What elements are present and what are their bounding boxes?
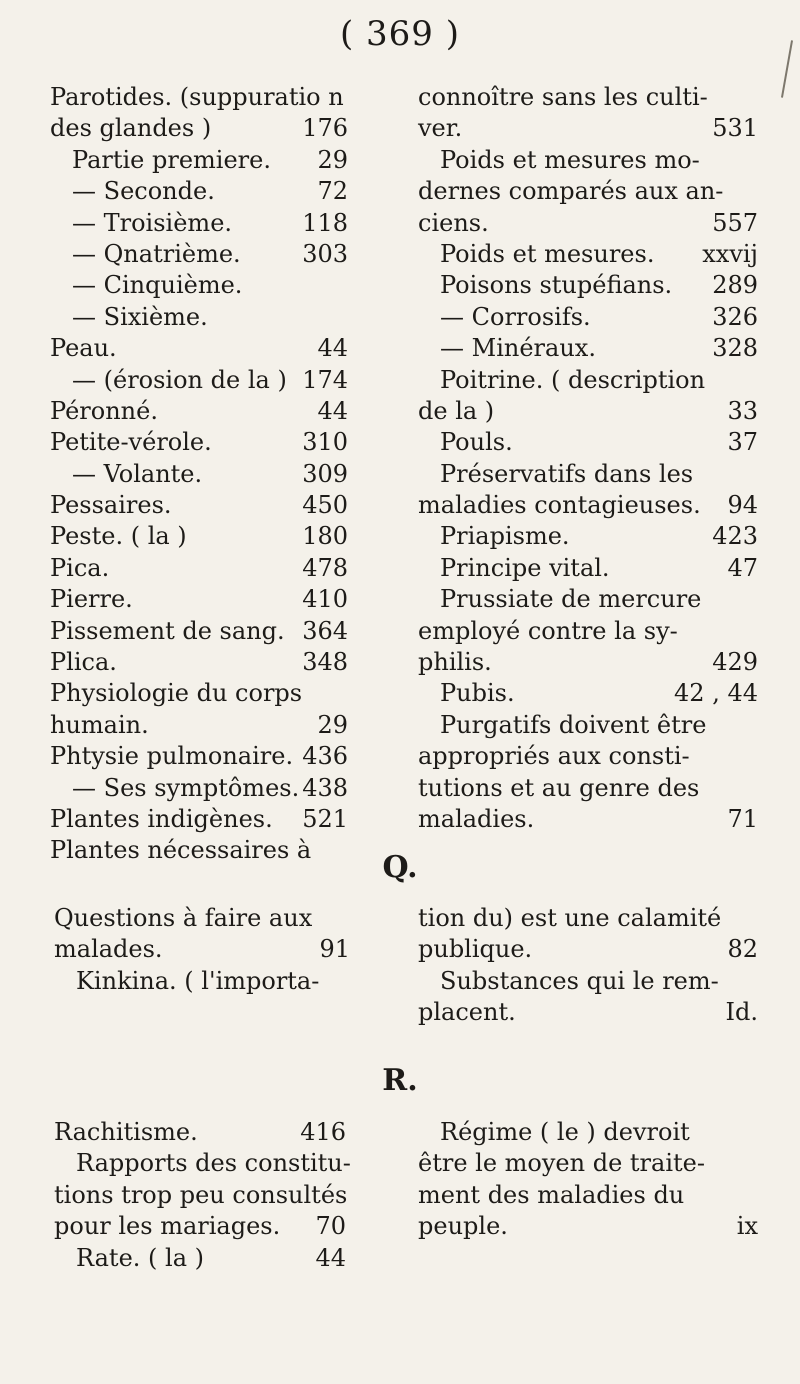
index-entry-page: 174: [302, 365, 348, 394]
index-entry: [418, 584, 758, 615]
index-entry: [50, 521, 348, 552]
index-entry-text: Phtysie pulmonaire.: [50, 742, 294, 771]
index-entry-text: Péronné.: [50, 396, 158, 425]
index-entry-text: — (érosion de la ): [72, 365, 287, 394]
index-entry-page: Id.: [725, 998, 758, 1027]
index-entry: [54, 903, 350, 934]
index-entry-text: placent.: [418, 998, 516, 1027]
index-entry-text: publique.: [418, 935, 533, 964]
index-entry: [418, 1117, 758, 1148]
index-entry-page: 326: [712, 302, 758, 331]
index-entry: [50, 616, 348, 647]
index-entry-text: — Troisième.: [72, 208, 233, 237]
index-entry: [418, 1180, 758, 1211]
index-entry-text: Substances qui le rem-: [440, 966, 719, 995]
index-entry: [418, 773, 758, 804]
index-entry: [418, 208, 758, 239]
index-entry-text: Pissement de sang.: [50, 616, 285, 645]
index-entry-text: Pica.: [50, 553, 110, 582]
index-entry: [50, 365, 348, 396]
index-entry-page: 44: [317, 334, 348, 363]
index-entry-text: — Corrosifs.: [440, 302, 591, 331]
index-entry-text: tion du) est une calamité: [418, 904, 722, 932]
index-entry-text: Purgatifs doivent être: [440, 710, 707, 739]
index-entry-page: 42 , 44: [674, 679, 758, 708]
index-entry: [418, 903, 758, 934]
index-entry-page: xxvij: [702, 239, 758, 268]
index-entry-page: 416: [300, 1118, 346, 1146]
index-entry-text: tions trop peu consultés: [54, 1180, 348, 1209]
index-entry: [50, 176, 348, 207]
index-entry-page: 521: [302, 804, 348, 833]
index-entry: [418, 521, 758, 552]
index-entry-page: 423: [712, 522, 758, 551]
index-entry: [54, 1117, 346, 1148]
index-entry-page: 94: [727, 491, 758, 520]
index-entry-page: 118: [302, 208, 348, 237]
index-entry-text: Pierre.: [50, 585, 133, 614]
index-entry: [50, 459, 348, 490]
index-entry: [50, 270, 348, 301]
index-entry-page: 429: [712, 648, 758, 677]
index-entry-page: 438: [302, 773, 348, 802]
index-entry: [50, 427, 348, 458]
index-entry-text: maladies contagieuses.: [418, 491, 701, 520]
index-entry-text: maladies.: [418, 804, 535, 833]
index-entry-text: Régime ( le ) devroit: [440, 1118, 690, 1146]
index-entry-text: — Ses symptômes.: [72, 773, 300, 802]
index-entry: [50, 113, 348, 144]
index-entry: [50, 553, 348, 584]
index-column-q-right: [418, 903, 758, 1029]
index-entry: [418, 333, 758, 364]
index-entry-text: Préservatifs dans les: [440, 459, 694, 488]
index-entry-page: 557: [712, 208, 758, 237]
index-entry: [418, 553, 758, 584]
index-entry-page: 44: [317, 396, 348, 425]
index-entry: [50, 490, 348, 521]
index-entry-text: Parotides. (suppuratio n: [50, 83, 344, 111]
index-entry: [418, 396, 758, 427]
index-entry: [418, 966, 758, 997]
index-entry-page: 71: [727, 804, 758, 833]
index-entry: [418, 490, 758, 521]
index-entry-text: Physiologie du corps: [50, 679, 303, 708]
index-entry-text: — Sixième.: [72, 302, 208, 331]
index-entry-text: — Qnatrième.: [72, 239, 241, 268]
index-column-p-left: [50, 82, 348, 867]
index-entry-text: des glandes ): [50, 114, 212, 143]
index-entry-text: Peste. ( la ): [50, 522, 187, 551]
index-entry-text: Rachitisme.: [54, 1118, 198, 1146]
index-entry-text: peuple.: [418, 1212, 508, 1241]
index-entry-text: — Cinquième.: [72, 271, 243, 300]
index-entry-text: Rapports des constitu-: [76, 1149, 351, 1178]
index-entry-page: 176: [302, 114, 348, 143]
index-entry-page: ix: [736, 1212, 758, 1241]
index-entry-text: connoître sans les culti-: [418, 83, 708, 111]
index-entry-text: Petite-vérole.: [50, 428, 212, 457]
index-entry-text: ment des maladies du: [418, 1180, 685, 1209]
index-entry: [418, 647, 758, 678]
index-entry-text: Partie premiere.: [72, 145, 271, 174]
index-entry-text: Plantes nécessaires à: [50, 836, 312, 865]
index-entry-page: 37: [727, 428, 758, 457]
index-entry-page: 310: [302, 428, 348, 457]
index-entry-page: 436: [302, 742, 348, 771]
index-entry-text: — Volante.: [72, 459, 203, 488]
index-entry: [50, 82, 348, 113]
index-entry: [50, 710, 348, 741]
index-entry: [50, 208, 348, 239]
index-entry-page: 478: [302, 553, 348, 582]
index-entry: [50, 302, 348, 333]
index-entry: [418, 804, 758, 835]
index-entry-page: 303: [302, 239, 348, 268]
index-entry: [418, 145, 758, 176]
index-entry: [50, 741, 348, 772]
index-entry: [50, 145, 348, 176]
index-entry-text: Principe vital.: [440, 553, 610, 582]
index-entry-text: humain.: [50, 710, 149, 739]
index-entry-page: 82: [727, 935, 758, 964]
index-entry-page: 70: [315, 1212, 346, 1241]
index-entry: [418, 113, 758, 144]
index-entry: [54, 1148, 351, 1179]
index-entry-text: malades.: [54, 935, 163, 964]
index-entry-page: 364: [302, 616, 348, 645]
index-entry-page: 531: [712, 114, 758, 143]
index-entry-page: 328: [712, 334, 758, 363]
index-entry: [418, 616, 758, 647]
index-entry-text: ver.: [418, 114, 463, 143]
index-entry: [50, 773, 348, 804]
index-entry-text: de la ): [418, 396, 495, 425]
section-heading-r: R.: [382, 1063, 418, 1098]
index-entry: [50, 239, 348, 270]
index-entry-text: Poids et mesures.: [440, 239, 655, 268]
index-entry-page: 309: [302, 459, 348, 488]
index-entry-text: philis.: [418, 648, 492, 677]
index-entry: [418, 176, 758, 207]
index-entry: [418, 678, 758, 709]
index-entry-text: Rate. ( la ): [76, 1243, 205, 1272]
index-entry: [54, 1243, 346, 1274]
index-column-r-right: [418, 1117, 758, 1243]
index-entry-text: appropriés aux consti-: [418, 742, 690, 771]
index-entry-page: 180: [302, 522, 348, 551]
index-entry: [418, 741, 758, 772]
index-column-p-right: [418, 82, 758, 835]
index-entry: [50, 804, 348, 835]
index-entry-text: tutions et au genre des: [418, 773, 700, 802]
index-entry: [418, 427, 758, 458]
index-entry-text: Priapisme.: [440, 522, 570, 551]
index-entry-text: ciens.: [418, 208, 489, 237]
index-entry-text: être le moyen de traite-: [418, 1149, 705, 1178]
index-column-q-left: [54, 903, 350, 997]
index-entry: [54, 1180, 346, 1211]
index-entry-page: 348: [302, 648, 348, 677]
section-heading-q: Q.: [382, 850, 418, 885]
index-entry: [418, 365, 758, 396]
index-entry-page: 47: [727, 553, 758, 582]
index-entry-text: Kinkina. ( l'importa-: [76, 966, 320, 995]
index-entry-text: Poitrine. ( description: [440, 365, 706, 394]
index-entry-text: Pouls.: [440, 428, 513, 457]
index-entry-page: 410: [302, 585, 348, 614]
index-entry: [418, 239, 758, 270]
index-entry: [54, 934, 350, 965]
index-entry: [54, 966, 350, 997]
index-entry-text: Plantes indigènes.: [50, 804, 273, 833]
index-entry: [418, 710, 758, 741]
index-entry: [50, 678, 348, 709]
index-entry-page: 450: [302, 491, 348, 520]
index-entry-text: pour les mariages.: [54, 1212, 281, 1241]
index-entry: [418, 1211, 758, 1242]
index-entry-page: 44: [315, 1243, 346, 1272]
index-entry-text: Peau.: [50, 334, 117, 363]
index-entry: [50, 396, 348, 427]
index-entry-text: dernes comparés aux an-: [418, 177, 724, 206]
index-entry: [50, 333, 348, 364]
index-entry-page: 29: [317, 710, 348, 739]
index-entry-page: 29: [317, 145, 348, 174]
index-entry-page: 33: [727, 396, 758, 425]
index-entry: [54, 1211, 346, 1242]
index-entry-text: Poids et mesures mo-: [440, 145, 700, 174]
index-entry-text: — Seconde.: [72, 177, 215, 206]
index-entry: [418, 302, 758, 333]
index-entry: [418, 270, 758, 301]
index-entry-page: 72: [317, 177, 348, 206]
index-entry: [418, 934, 758, 965]
index-entry: [418, 1148, 758, 1179]
index-column-r-left: [54, 1117, 351, 1274]
index-entry-text: Prussiate de mercure: [440, 585, 702, 614]
index-entry-page: 91: [319, 935, 350, 964]
index-entry: [418, 459, 758, 490]
index-entry: [50, 584, 348, 615]
index-entry-text: employé contre la sy-: [418, 616, 678, 645]
page-number: ( 369 ): [339, 14, 461, 54]
index-entry-text: Poisons stupéfians.: [440, 271, 673, 300]
index-entry-text: Plica.: [50, 648, 117, 677]
index-entry-text: Pessaires.: [50, 491, 172, 520]
index-entry-text: Pubis.: [440, 679, 515, 708]
index-entry: [418, 997, 758, 1028]
index-entry-page: 289: [712, 271, 758, 300]
index-entry: [50, 647, 348, 678]
index-entry: [418, 82, 758, 113]
index-entry-text: Questions à faire aux: [54, 904, 313, 932]
index-entry-text: — Minéraux.: [440, 334, 596, 363]
